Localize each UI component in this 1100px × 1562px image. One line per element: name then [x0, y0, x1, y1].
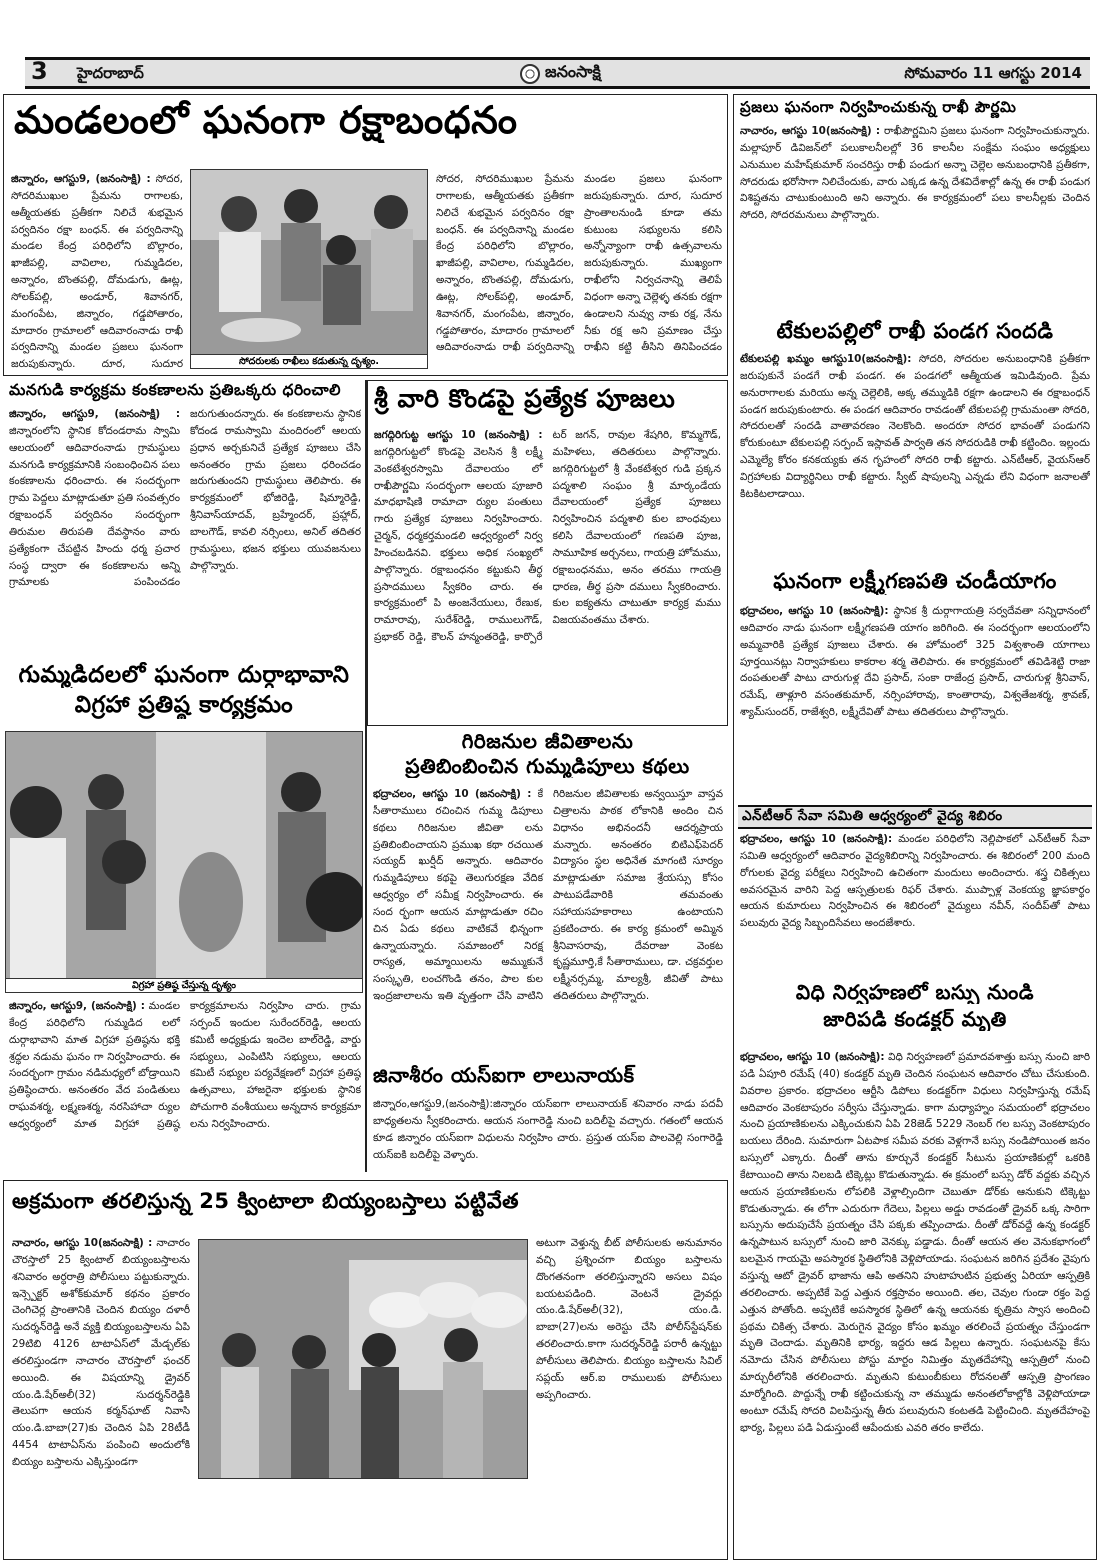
- rice-body-right: [536, 1235, 722, 1555]
- rakhi-nacharam-dateline: నాచారం, ఆగస్టు 10(జనంసాక్షి) :: [740, 125, 881, 137]
- article-rakhi-nacharam: [738, 95, 1092, 315]
- managudi-body: [9, 406, 361, 650]
- rice-headline: అక్రమంగా తరలిస్తున్న 25 క్వింటాలా బియ్యంబస్తాలు పట్టివేత: [12, 1189, 520, 1213]
- janasri-headline: జినాశీరం యస్ఐగా లాలునాయక్: [373, 1063, 635, 1087]
- raksha-headline: మండలంలో ఘనంగా రక్షాబంధనం: [14, 99, 518, 142]
- raksha-body: [11, 171, 183, 371]
- article-raksha: [3, 94, 728, 376]
- lakshmi-body: [740, 603, 1090, 801]
- raksha-dateline: జిన్నారం, ఆగస్టు9, (జనంసాక్షి) :: [11, 173, 151, 185]
- article-janasri: [367, 1062, 728, 1172]
- managudi-dateline: జిన్నారం, ఆగస్టు9, (జనంసాక్షి) :: [9, 408, 180, 420]
- srivari-body: [374, 427, 721, 721]
- edition-city: హైదరాబాద్: [77, 64, 144, 82]
- tekulapalli-text: సోదరి, సోదరుల అనుబంధానికి ప్రతీకగా జరుపుకునే పండగే రాఖీ పండగ. ఈ పండగలో ఆత్మీయత ఇమిడివుంది. ప్రేమ అనురాగాలకు మరియు అన్న చెల్లెలికి, అక్క తమ్ముడికి రక్షగా ఉండాలని ఈ రక్షాబంధన్ పండగ జరుపుకుంటారు. ఈ పండగ ఆదివారం రావడంతో టేకులపల్లి గ్రామమంతా సోదరి, సోదరులతో సందడి వాతావరణం నెలకొంది. అందరూ సోదర భావంతో పండుగని కోరుకుంటూ టేకులపల్లి సర్పంచ్ ఇస్లావత్ పార్వతి తన సోదరుడికి రాఖీ కట్టిందిం. ఇల్లందు ఎమ్మెల్యే కోరం కనకయ్యకు తన గృహంలో సోదరి రాఖీ కట్టారు. ఎన్‌టీఆర్, వైయస్‌ఆర్ విగ్రహాలకు విద్యార్థినిలు రాఖీ కట్టారు. స్వీట్ షాపులన్ని ఎన్నడు లేని విధంగా జనాలతో కిటకిటలాడాయి.: [740, 353, 1090, 500]
- tekulapalli-headline: టేకులపల్లిలో రాఖీ పండగ సందడి: [776, 319, 1054, 343]
- rakhi-nacharam-headline: ప్రజలు ఘనంగా నిర్వహించుకున్న రాఖీ పౌర్ణమి: [740, 98, 1017, 116]
- article-managudi: [3, 380, 365, 655]
- rice-dateline: నాచారం, ఆగస్టు 10(జనంసాక్షి) :: [12, 1237, 153, 1249]
- masthead: [25, 57, 1090, 89]
- girijana-headline-2: ప్రతిబింబించిన గుమ్మడిపూలు కథలు: [405, 755, 690, 778]
- durga-headline-1: గుమ్మడిదలలో ఘనంగా దుర్గాభావాని: [18, 662, 350, 688]
- rakhi-nacharam-body: [740, 123, 1090, 313]
- bus-text: విధి నిర్వహణలో ప్రమాదవశాత్తు బస్సు నుంచి జారి పడి ఏపూరి రమేష్ (40) కండక్టర్ మృతి చెందిన సంఘటన ఆదివారం చోటు చేసుకుంది. వివరాల ప్రకారం. భద్రాచలం ఆర్టీసి డిపోలు కండక్టర్‌గా విధులు నిర్వహిస్తున్న రమేష్ ఆదివారం వెంకటాపురం సర్వీసు చేస్తున్నాడు. కాగా మధ్యాహ్నం సమయంలో భద్రాచలం నుంచి ప్రయాణికులను ఎక్కించుకుని ఏపి 28జెడ్ 5229 నెంబర్ గల బస్సు వెంకటాపురం బయలు దేరింది. సుమారుగా ఏటపాక సమీప వరకు వెళ్లగానే బస్సు నండిపోయింత జనం బస్సులో ఎక్కారు. దీంతో తాను కూర్చునే కండక్టర్ సీటును ప్రయాణికుల్లో ఒకరికి కేటాయించి తాను నిలబడి టిక్కెట్లు కొడుతున్నాడు. ఈ క్రమంలో బస్సు డోర్ వద్దకు వచ్చిన ఆయన ప్రయాణికులను లోపలికి వెళ్లాల్సిందిగా చెబుతూ డోర్‌కు ఆనుకుని టిక్కెట్టు కొడుతున్నాడు. ఈ లోగా ఎదురుగా గేదెలు, పిల్లలు అడ్డు రావడంతో డ్రైవర్ ఒక్క సారిగా బస్సును అదుపుచేసే ప్రయత్నం చేసి పక్కకు తప్పించాడు. దీంతో డోర్‌వద్దే ఉన్న కండక్టర్ ఉన్నపాటున బస్సులో నుంచి జారి వెనక్కు పడ్డాడు. దీంతో ఆయన తల వెనుకభాగంలో బలమైన గాయమై అపస్మారక స్థితిలోనికి వెళ్లిపోయాడు. సంఘటన జరిగిన ప్రదేశం వైపుగు వస్తున్న ఆటో డ్రైవర్ భాజాను ఆపి అతనిని హుటాహుటిన ప్రభుత్వ ఏరియా ఆస్పత్రికి తరలించారు. అప్పటికే పెద్ద ఎత్తున రక్తస్రావం అయింది. తల, చెవుల గుండా రక్తం పెద్ద ఎత్తున పోతోంది. అప్పటికే అపస్మారక స్థితిలో ఉన్న ఆయనకు కృత్రిమ స్వాస అందించి ప్రథమ చికిత్స చేశారు. మెరుగైన వైద్యం కోసం ఖమ్మం తరలించే ప్రయత్నం చేస్తుండగా మృతి చెందాడు. మృతినికి భార్య, ఇద్దరు ఆడ పిల్లలు ఉన్నారు. సంఘటనపై కేసు నమోదు చేసిన పోలీసులు పోస్టు మార్టం నిమిత్తం మృతదేహాన్ని ఆస్పత్రిలో నుంచి మార్చురీలోనికి తరలించారు. మృతుని కుటుంబీకులు రోదనలతో ఆస్పత్రి ప్రాంగణం మార్మోగింది. పొద్దున్నే రాఖీ కట్టించుకున్న నా తమ్ముడు అనంతలోకాల్లోకి వెళ్లిపోయాడా అంటూ రమేష్ సోదరి విలపిస్తున్న తీరు పలువురుని కంటతడి పెట్టించింది. మృతదేహంపై భార్య, పిల్లలు పడి ఏడుస్తుంటే ఆపేందుకు ఎవరి తరం కాలేదు.: [740, 1051, 1090, 1434]
- managudi-headline: మనగుడి కార్యక్రమ కంకణాలను ప్రతిఒక్కరు ధరించాలి: [9, 381, 341, 399]
- durga-body: [9, 998, 361, 1168]
- durga-text: మండల కేంద్ర పరిధిలోని గుమ్మడిద లలో దుర్గాభావాని మాత విగ్రహా ప్రతిష్ఠను భక్తి శ్రద్ధల నడుమ ఘనం గా నిర్వహించారు. ఈ సందర్భంగా గ్రామం నడిమధ్యలో బోడ్రాయిని ప్రతిష్ఠించారు. అనంతరం వేద పండితులు రాఘవశర్మ, లక్ష్మణశర్మ, నరసిహాచా ర్యుల ఆధ్వర్యంలో మాత విగ్రహా ప్రతిష్ఠ కార్యక్రమాలను నిర్వహిం చారు. గ్రామ సర్పంచ్ ఇందుల సురేందర్‌రెడ్డి, ఆలయ కమిటీ అధ్యక్షుడు ఇందెల బాల్‌రెడ్డి, వార్డు సభ్యులు, ఎంపిటిసి సభ్యులు, ఆలయ కమిటీ సభ్యుల పర్యవేక్షణలో విగ్రహా ప్రతిష్ఠ ఉత్సవాలు, హాజరైనా భక్తులకు స్థానిక పోచుగారి వంశీయులు అన్నదాన కార్యక్రమా లను నిర్వహించారు.: [9, 1000, 361, 1130]
- raksha-photo: [190, 169, 428, 369]
- raksha-caption: సోదరులకు రాఖీలు కడుతున్న దృశ్యం.: [191, 354, 427, 368]
- srivari-text: జగద్గిరిగుట్టలో కొండపై వెలసిన శ్రీ లక్ష్మీ వెంకటేశ్వరస్వామి దేవాలయం లో రాఖీపౌర్ణమి సందర్భంగా ఆలయ పూజారి మాధభాషిణి రామాచా ర్యుల పంతులు గారు ప్రత్యేక పూజలు నిర్వహించారు. చైర్మన్, ధర్మకర్తమండలి ఆధ్వర్యంలో నిర్వ హించబడినవి. భక్తులు అధిక సంఖ్యలో పాల్గొన్నారు. రక్షాబంధనం కట్టుకుని తీర్థ ప్రసాదములు స్వీకరిం చారు. ఈ కార్యక్రమంలో పి అంజనేయులు, రేణుక, రామారావు, సురేశ్‌రెడ్డి, రాములుగౌడ్, ప్రభాకర్ రెడ్డి, కౌలన్ హన్మంతరెడ్డి, కార్పొరే టర్ జగన్, రావుల శేషగిరి, కొమ్మగౌడ్, మహిళలు, తదితరులు పాల్గొన్నారు. జగద్గిరిగుట్టలో శ్రీ వేంకటేశ్వర గుడి ప్రక్కన పద్మశాలి సంఘం శ్రీ మార్కండేయ దేవాలయంలో ప్రత్యేక పూజలు నిర్వహించిన పద్మశాలి కుల బాంధవులు కలిసి దేవాలయంలో గణపతి పూజ, సామూహిక అర్చనలు, గాయత్రి హోమము, రక్షాబంధనము, అనం తరము గాయత్రి ధారణ, తీర్థ ప్రసా దములు స్వీకరించారు. కుల ఐక్యతను చాటుతూ కార్యక్ర మము విజయవంతము చేశారు.: [374, 429, 721, 644]
- rice-photo-image: [199, 1240, 528, 1479]
- girijana-dateline: భద్రాచలం, ఆగస్టు 10 (జనంసాక్షి) :: [373, 788, 532, 800]
- rice-body-left: [12, 1235, 190, 1555]
- girijana-headline-1: గిరిజనుల జీవితాలను: [461, 730, 634, 753]
- rice-body-bottom: [198, 1481, 528, 1555]
- page-number: 3: [31, 57, 48, 85]
- bus-headline-2: జారిపడి కండక్టర్ మృతి: [823, 1008, 1007, 1031]
- bus-body: [740, 1049, 1090, 1555]
- durga-headline-2: విగ్రహా ప్రతిష్ఠ కార్యక్రమం: [74, 692, 294, 719]
- janasri-text: జిన్నారం,ఆగస్టు9,(జనంసాక్షి):జిన్నారం యస్ఐగా లాలునాయక్ శనివారం నాడు పదవీ బాధ్యతలను స్వీకరించారు. ఆయన సంగారెడ్డి నుంచి బదిలీపై వచ్చారు. గతంలో ఆయన కూడ జిన్నారం యస్ఐగా విధులను నిర్వహిం చారు. ప్రస్తుత యస్ఐ పాలవెల్లి సంగారెడ్డి యస్ఐకి బదిలీపై వెళ్ళారు.: [373, 1098, 723, 1161]
- durga-caption: విగ్రహా ప్రతిష్ఠ చేస్తున్న దృశ్యం: [6, 978, 362, 992]
- logo-emblem-icon: [520, 64, 540, 84]
- bus-dateline: భద్రాచలం, ఆగస్టు 10 (జనంసాక్షి):: [740, 1051, 885, 1063]
- durga-photo: [5, 731, 363, 993]
- ntr-headline: ఎన్‌టీఆర్ సేవా సమితి ఆధ్వర్యంలో వైద్య శిబిరం: [738, 805, 1092, 829]
- raksha-text-cont: సోదర, సోదరిముఖుల ప్రేమను రాగాలకు, ఆత్మీయతకు ప్రతీకగా నిలిచే శుభమైన పర్వదినం రక్షా బంధన్. ఈ పర్వదినాన్ని మండల కేంద్ర పరిధిలోని బొల్లారం, ఖాజీపల్లి, వావిలాల, గుమ్మడిదల, అన్నారం, బొంతపల్లి, దోమడుగు, ఊట్ల, సోలక్‌పల్లి, అండూర్, శివానగర్, మంగంపేట, జిన్నారం, గడ్డపోతారం, మాదారం గ్రామాలలో ఆదివారంనాడు రాఖీ పర్వదినాన్ని మండల ప్రజలు ఘనంగా జరుపుకున్నారు. దూర, సుదూర ప్రాంతాలనుండి కూడా తమ కుటుంబ సభ్యులను కలిసి అన్నోన్యాంగా రాఖీ ఉత్సవాలను జరుపుకున్నారు. ముఖ్యంగా రాఖీలోని నిర్వచనాన్ని తెలిపే విధంగా అన్నా చెల్లెళ్ళ తనకు రక్షగా ఉండాలని నువ్వు నాకు రక్ష, నేను నీకు రక్ష అని ప్రమాణం చేస్తు రాఖీని కట్టి తీసిని తినిపించడం: [436, 173, 722, 354]
- rice-text-right: అటుగా వెళ్తున్న బీట్ పోలీసులకు అనుమానం వచ్చి ప్రశ్నించగా బియ్యం బస్తాలను దొంగతనంగా తరలిస్తున్నారని అసలు విషం బయటపడింది. వెంటనే డ్రైవర్లు యం.డి.షేర్‌అలీ(32), యం.డి. బాబా(27)లను అరెస్టు చేసి పోలీస్‌స్టేషన్‌కు తరలించారు.కాగా సుదర్శన్‌రెడ్డి పరారీ ఉన్నట్టు పోలీసులు తెలిపారు. బియ్యం బస్తాలను సివిల్ సప్లయ్ ఆర్.ఐ రాములుకు పోలీసులు అప్పగించారు.: [536, 1237, 722, 1401]
- rice-text-left: నాచారం చౌరస్తాలో 25 క్వింటాల్ బియ్యంబస్తాలను శనివారం అర్ధరాత్రి పోలీసులు పట్టుకున్నారు. ఇన్స్పెక్టర్ అశోక్‌కుమార్ కథనం ప్రకారం చెంగిచెర్ల ప్రాంతానికి చెందిన బియ్యం దళారీ సుదర్శన్‌రెడ్డి అనే వ్యక్తి బియ్యంబస్తాలను ఏపి 29టిబి 4126 టాటాఏస్‌లో మేడ్చల్‌కు తరలిస్తుండగా నాచారం చౌరస్తాలో ఫంచర్ అయింది. ఈ విషయాన్ని డ్రైవర్ యం.డి.షేర్‌అలీ(32) సుదర్శన్‌రెడ్డికి తెలుపగా ఆయన కర్మన్‌ఘాట్ నివాసి యం.డి.బాబా(27)కు చెందిన ఏపి 28టీడీ 4454 టాటాఏస్‌ను పంపించి అందులోకి బియ్యం బస్తాలను ఎక్కిస్తుండగా: [12, 1237, 190, 1468]
- rice-photo: [198, 1239, 528, 1479]
- tekulapalli-dateline: టేకులపల్లి ఖమ్మం ఆగస్టు10(జనంసాక్షి):: [740, 353, 912, 365]
- durga-dateline: జిన్నారం, ఆగస్టు9, (జనంసాక్షి) :: [9, 1000, 145, 1012]
- managudi-text: జిన్నారంలోని స్థానిక కోదండరామ స్వామి ఆలయంలో ఆదివారంనాడు గ్రామస్థులు మనగుడి కార్యక్రమానికి సంబంధించిన పలు కంకణాలను ధరించారు. ఈ సందర్భంగా గ్రామ పెద్దలు మాట్లాడుతూ ప్రతి సంవత్సరం రక్షాబంధన్ పర్వదినం సందర్భంగా తిరుమల తిరుపతి దేవస్థానం వారు ప్రత్యేకంగా చేపట్టిన హిందు ధర్మ ప్రచార సంస్థ ద్వారా ఈ కంకణాలను అన్ని గ్రామాలకు పంపించడం జరుగుతుందన్నారు. ఈ కంకణాలను స్థానిక కోదండ రామస్వామి మందిరంలో ఆలయ ప్రధాన అర్చకునిచే ప్రత్యేక పూజలు చేసి అనంతరం గ్రామ ప్రజలు ధరించడం జరుగుతుందని గ్రామస్థులు తెలిపారు. ఈ కార్యక్రమంలో భోజిరెడ్డి, షిమ్మారెడ్డి, శ్రీనివాస్‌యాదవ్, బ్రహ్మేందర్, ప్రహ్లాద్, బాలగౌడ్, కావలి నర్సింలు, అనిల్ తదితర గ్రామస్థులు, భజన భక్తులు యువజనులు పాల్గొన్నారు.: [9, 408, 361, 589]
- durga-photo-image: [6, 732, 363, 978]
- girijana-text: కే సీతారాములు రచించిన గుమ్మ డిపూలు కథలు గిరిజనుల జీవితా లను ప్రతిబింబించాయని ప్రముఖ కథా రచయిత సయ్యద్ ఖుర్షీద్ అన్నారు. ఆదివారం గుమ్మడిపూలు కథపై తెలుగురక్షణ వేదిక ఆధ్వర్యం లో సమీక్ష నిర్వహించారు. ఈ సంద ర్భంగా ఆయన మాట్లాడుతూ రచిం చిన ఏడు కథలు వాటికవే భిన్నంగా ఉన్నాయన్నారు. సమాజంలో నిరక్ష రాస్యత, అమ్మాయిలను అమ్ముకునే సంస్కృతి, లంచగొండి తనం, పాల కుల ఇంద్రజాలాలను ఇతి వృత్తంగా చేసి వాటిని గిరిజనుల జీవితాలకు అన్వయిస్తూ వాస్తవ చిత్రాలను పాఠక లోకానికి అందిం చిన విధానం అభినందనీ ఆదర్శప్రాయ మన్నారు. అనంతరం బిటిఎఫ్‌పెదర్ విద్యాసం స్థల అధినేత మాగంటి సూర్యం మాట్లాడుతూ సమాజ శ్రేయస్సు కోసం పాటుపడేవారికి తమవంతు సహాయసహకారాలు ఉంటాయని ప్రకటించారు. ఈ కార్య క్రమంలో అమ్మిన శ్రీనివాసరావు, దేవరాజు వెంకట కృష్ణమూర్తి,కే సీతారాములు, డా. చక్రవర్తుల లక్ష్మీనర్సమ్మ, మాల్యశ్రీ, జీవితో పాటు తదితరులు పాల్గొన్నారు.: [373, 788, 723, 1003]
- girijana-body: [373, 786, 723, 1056]
- srivari-headline: శ్రీ వారి కొండపై ప్రత్యేక పూజలు: [374, 384, 676, 413]
- raksha-text: సోదర, సోదరిముఖుల ప్రేమను రాగాలకు, ఆత్మీయతకు ప్రతీకగా నిలిచే శుభమైన పర్వదినం రక్షా బంధన్. ఈ పర్వదినాన్ని మండల కేంద్ర పరిధిలోని బొల్లారం, ఖాజీపల్లి, వావిలాల, గుమ్మడిదల, అన్నారం, బొంతపల్లి, దోమడుగు, ఊట్ల, సోలక్‌పల్లి, అండూర్, శివానగర్, మంగంపేట, జిన్నారం, గడ్డపోతారం, మాదారం గ్రామాలలో ఆదివారంనాడు రాఖీ పర్వదినాన్ని మండల ప్రజలు ఘనంగా జరుపుకున్నారు. దూర, సుదూర: [11, 173, 183, 371]
- column-divider: [365, 380, 367, 1172]
- raksha-photo-image: [191, 170, 428, 354]
- article-rice: [3, 1180, 728, 1560]
- article-tekulapalli: [738, 317, 1092, 565]
- srivari-dateline: జగద్గిరిగుట్ట ఆగస్టు 10 (జనంసాక్షి) :: [374, 429, 543, 441]
- bus-headline-1: విధి నిర్వహణలో బస్సు నుండి: [795, 981, 1035, 1004]
- ntr-dateline: భద్రాచలం, ఆగస్టు 10 (జనంసాక్షి):: [740, 833, 893, 845]
- lakshmi-dateline: భద్రాచలం, ఆగస్టు 10 (జనంసాక్షి):: [740, 605, 889, 617]
- article-durga: [3, 662, 365, 1172]
- lakshmi-text: స్థానిక శ్రీ దుర్గాగాయత్రి సర్వదేవతా సన్నిధానంలో ఆదివారం నాడు ఘనంగా లక్ష్మీగణపతి యాగం జరిగింది. ఈ సందర్భంగా ఆలయంలోని అమ్మవారికి ప్రత్యేక పూజలు చేశారు. ఈ హోమంలో 325 విశ్వశాంతి యాగాలు పూర్తయినట్లు నిర్వాహకులు కాకరాల శర్మ తెలిపారు. ఈ కార్యక్రమంలో తవిడిశెట్టి రాజా దంపతులతో పాటు చారుగుళ్ల దేవి ప్రసాద్, సంకా రాజేంద్ర ప్రసాద్, చారుగుళ్ల శ్రీనివాస్, రమేష్, తాళ్లూరి వసంతకుమార్, నర్సింహారావు, కాంతారావు, విశ్వతేజశర్మ, శ్రావణ్, శ్యామ్‌సుందర్, రాజేశ్వరి, లక్ష్మీదేవితో పాటు తదితరులు పాల్గొన్నారు.: [740, 605, 1090, 719]
- article-bus: [738, 981, 1092, 1557]
- right-column: [733, 94, 1097, 1560]
- article-lakshmi: [738, 567, 1092, 803]
- rakhi-nacharam-text: రాఖీపౌర్ణమిని ప్రజలు ఘనంగా నిర్వహించుకున్నారు. మల్లాపూర్ డివిజన్‌లో పలుకాలనీలల్లో 36 కాలనీల సంక్షేమ సంఘం అధ్యక్షులు ఎనుముల మహేష్‌కుమార్ సంచరిస్తు రాఖీ పండుగ అన్నా చెల్లెల అనుబంధానికి ప్రతీకగా, సోదరుడు భరోసాగా నిలిచేందుకు, వారు ఎక్కడ ఉన్న దేశవిదేశాల్లో ఉన్న ఈ రాఖీ పండుగ విశిష్టతను చాటుకుంటుంది అని అన్నారు. ఈ కార్యక్రమంలో పలు కాలనీల్లకు చెందిన సోదరి, సోదరమనులు పాల్గొన్నారు.: [740, 125, 1090, 222]
- article-srivari: [367, 380, 728, 726]
- article-girijana: [367, 730, 728, 1058]
- paper-name: జనంసాక్షి: [545, 62, 601, 81]
- ntr-body: [740, 831, 1090, 975]
- paper-logo: [520, 62, 601, 85]
- article-ntr: [738, 805, 1092, 977]
- lakshmi-headline: ఘనంగా లక్ష్మీగణపతి చండీయాగం: [773, 569, 1057, 593]
- ntr-text: మండల పరిధిలోని నెల్లిపాకలో ఎన్‌టీఆర్ సేవా సమితి ఆధ్వర్యంలో ఆదివారం వైద్యశిబిరాన్ని నిర్వహించారు. ఈ శిబిరంలో 200 మంది రోగులకు వైద్య పరీక్షలు నిర్వహించి ఉచితంగా మందులు అందించారు. శస్త్ర చికిత్సలు అవసరమైన వారిని పెద్ద ఆస్పత్రులకు రిఫర్ చేశారు. ముప్పాళ్ల వెంకయ్య జ్ఞాపకార్థం ఆయన కుమారులు నిర్వహించిన ఈ శిబిరంలో వైద్యులు నవీన్, సందీప్‌తో పాటు పలువురు వైద్య సిబ్బందిసేవలు అందజేశారు.: [740, 833, 1090, 930]
- tekulapalli-body: [740, 351, 1090, 563]
- janasri-body: [373, 1096, 723, 1170]
- issue-date: సోమవారం 11 ఆగస్టు 2014: [904, 64, 1082, 82]
- raksha-body-cont: [436, 171, 722, 371]
